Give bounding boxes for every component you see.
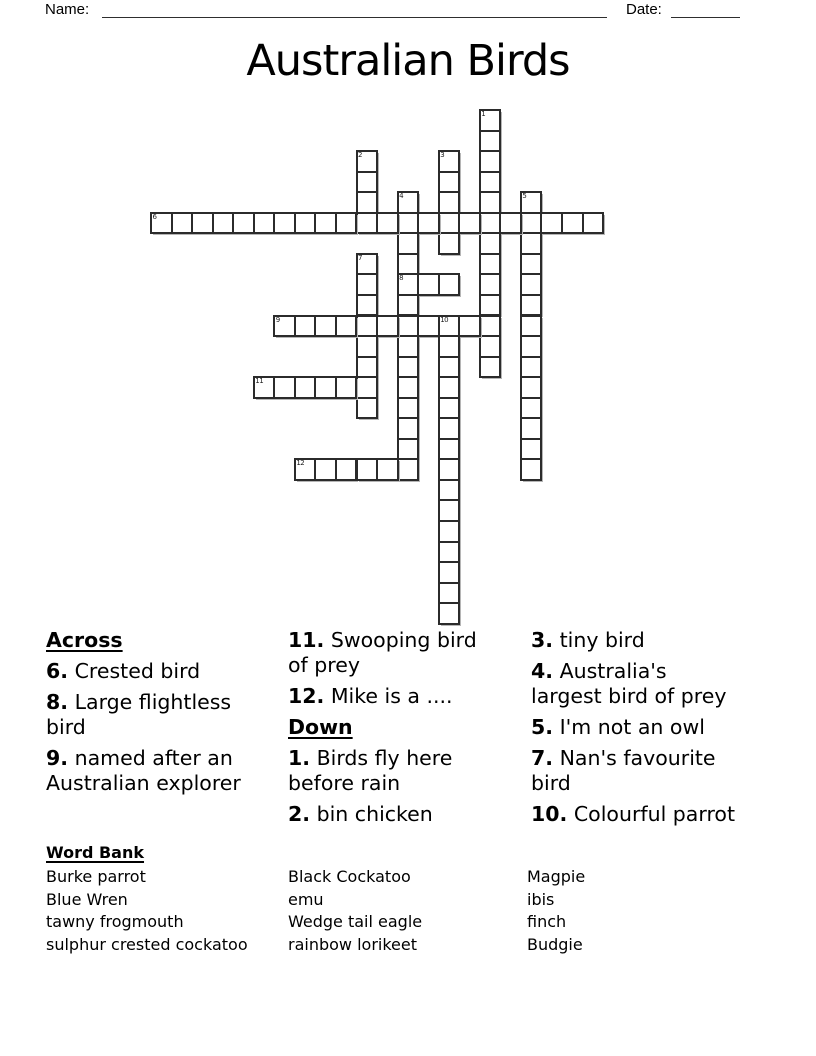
clue-item: 9. named after an Australian explorer — [46, 746, 241, 795]
clue-item: 6. Crested bird — [46, 659, 201, 683]
clue-item: 8. Large flightless bird — [46, 690, 232, 739]
word-bank-item: Black Cockatoo — [288, 867, 411, 886]
clue-column-middle — [288, 628, 526, 833]
grid-cell — [480, 233, 501, 254]
word-bank-item: emu — [288, 889, 324, 909]
grid-cell — [480, 295, 501, 316]
grid-cell — [439, 398, 460, 419]
clue-item: 5. I'm not an owl — [531, 715, 705, 739]
grid-cell — [439, 480, 460, 501]
word-bank-item: rainbow lorikeet — [288, 934, 417, 954]
word-bank-heading: Word Bank — [46, 843, 145, 862]
grid-cell — [357, 398, 378, 419]
grid-clue-number: 8 — [399, 274, 404, 283]
date-label: Date: — [626, 1, 662, 18]
clue-item: 7. Nan's favourite bird — [531, 746, 716, 795]
grid-clue-number: 4 — [399, 192, 404, 201]
grid-cell — [480, 213, 501, 234]
grid-cell — [357, 316, 378, 337]
clue-number-label: 6. — [46, 659, 69, 683]
grid-cell — [398, 336, 419, 357]
clue-item: 12. Mike is a .... — [288, 684, 453, 708]
grid-cell — [562, 213, 583, 234]
grid-cell — [357, 336, 378, 357]
clue-number-label: 4. — [531, 659, 554, 683]
grid-cell — [315, 377, 336, 398]
grid-cell — [480, 110, 501, 131]
clues-section-heading: Down — [288, 715, 353, 739]
word-bank-item: ibis — [527, 889, 555, 909]
grid-cell — [480, 336, 501, 357]
grid-cell — [398, 254, 419, 275]
clue-number-label: 11. — [288, 628, 325, 652]
grid-cell — [172, 213, 193, 234]
grid-cell — [521, 192, 542, 213]
clue-number-label: 3. — [531, 628, 554, 652]
word-bank-column — [288, 866, 422, 956]
grid-cell — [398, 439, 419, 460]
clue-item: 11. Swooping bird of prey — [288, 628, 477, 677]
grid-clue-number: 11 — [255, 377, 264, 386]
grid-cell — [521, 295, 542, 316]
name-label: Name: — [45, 1, 90, 18]
clue-number-label: 2. — [288, 802, 311, 826]
grid-cell — [377, 213, 398, 234]
grid-cell — [315, 213, 336, 234]
grid-cell — [439, 562, 460, 583]
grid-clue-number: 7 — [358, 253, 362, 262]
word-bank-item: Magpie — [527, 867, 586, 886]
grid-cell — [418, 213, 439, 234]
grid-cell — [439, 439, 460, 460]
grid-cell — [521, 459, 542, 480]
grid-cell — [439, 500, 460, 521]
grid-cell — [398, 213, 419, 234]
grid-cell — [439, 336, 460, 357]
word-bank-column — [527, 866, 585, 956]
grid-cell — [357, 213, 378, 234]
grid-cell — [480, 131, 501, 152]
grid-clue-number: 2 — [358, 151, 362, 160]
grid-cell — [521, 357, 542, 378]
grid-cell — [439, 213, 460, 234]
grid-cell — [480, 254, 501, 275]
grid-cell — [336, 316, 357, 337]
clue-item: 3. tiny bird — [531, 628, 645, 652]
grid-cell — [439, 172, 460, 193]
clue-number-label: 12. — [288, 684, 325, 708]
grid-cell — [398, 316, 419, 337]
grid-cell — [439, 316, 460, 337]
grid-cell — [521, 439, 542, 460]
clue-item: 10. Colourful parrot — [531, 802, 735, 826]
grid-cell — [480, 274, 501, 295]
grid-cell — [521, 316, 542, 337]
clue-number-label: 8. — [46, 690, 69, 714]
grid-cell — [521, 254, 542, 275]
grid-cell — [521, 233, 542, 254]
grid-cell — [357, 357, 378, 378]
grid-cell — [398, 377, 419, 398]
grid-cell — [439, 583, 460, 604]
grid-cell — [500, 213, 521, 234]
grid-clue-number: 9 — [275, 315, 280, 324]
grid-cell — [583, 213, 604, 234]
clue-column-down — [531, 628, 781, 833]
grid-cell — [439, 521, 460, 542]
grid-cell — [521, 336, 542, 357]
grid-cell — [357, 172, 378, 193]
grid-cell — [480, 316, 501, 337]
grid-cell — [357, 254, 378, 275]
grid-cell — [151, 213, 172, 234]
grid-clue-number: 5 — [522, 192, 527, 201]
clue-number-label: 10. — [531, 802, 568, 826]
grid-cell — [357, 295, 378, 316]
grid-cell — [439, 377, 460, 398]
grid-cell — [274, 316, 295, 337]
clue-number-label: 5. — [531, 715, 554, 739]
grid-cell — [521, 398, 542, 419]
grid-clue-number: 12 — [296, 459, 305, 468]
grid-clue-number: 3 — [440, 151, 445, 160]
grid-cell — [521, 418, 542, 439]
word-bank-item: finch — [527, 912, 567, 932]
grid-cell — [480, 172, 501, 193]
grid-cell — [398, 398, 419, 419]
grid-cell — [398, 233, 419, 254]
clue-item: 1. Birds fly here before rain — [288, 746, 453, 795]
grid-clue-number: 6 — [152, 212, 157, 221]
clue-item: 4. Australia's largest bird of prey — [531, 659, 727, 708]
grid-cell — [439, 233, 460, 254]
grid-cell — [295, 316, 316, 337]
grid-cell — [439, 603, 460, 624]
grid-cell — [398, 459, 419, 480]
grid-cell — [336, 377, 357, 398]
grid-cell — [398, 357, 419, 378]
grid-cell — [254, 213, 275, 234]
clue-item: 2. bin chicken — [288, 802, 433, 826]
grid-cell — [357, 192, 378, 213]
clue-number-label: 9. — [46, 746, 69, 770]
grid-cell — [233, 213, 254, 234]
grid-cell — [418, 316, 439, 337]
word-bank-item: Wedge tail eagle — [288, 912, 423, 932]
grid-cell — [459, 213, 480, 234]
puzzle-title: Australian Birds — [246, 36, 570, 86]
clue-column-across — [46, 628, 284, 802]
grid-cell — [377, 316, 398, 337]
grid-cell — [192, 213, 213, 234]
grid-cell — [480, 357, 501, 378]
grid-cell — [213, 213, 234, 234]
grid-cell — [315, 316, 336, 337]
grid-cell — [439, 274, 460, 295]
grid-cell — [295, 377, 316, 398]
grid-cell — [439, 542, 460, 563]
grid-cell — [254, 377, 275, 398]
grid-cell — [418, 274, 439, 295]
clue-number-label: 7. — [531, 746, 554, 770]
grid-cell — [336, 459, 357, 480]
grid-cell — [398, 418, 419, 439]
grid-cell — [398, 192, 419, 213]
word-bank-item: Burke parrot — [46, 867, 146, 886]
grid-cell — [315, 459, 336, 480]
grid-cell — [439, 192, 460, 213]
grid-cell — [521, 377, 542, 398]
grid-cell — [377, 459, 398, 480]
grid-cell — [274, 377, 295, 398]
clues-section-heading: Across — [46, 628, 123, 652]
grid-cell — [357, 274, 378, 295]
word-bank-item: Blue Wren — [46, 889, 128, 909]
word-bank-item: sulphur crested cockatoo — [46, 934, 248, 954]
grid-cell — [295, 459, 316, 480]
grid-cell — [439, 357, 460, 378]
grid-cell — [357, 377, 378, 398]
word-bank-column — [46, 866, 248, 956]
grid-cell — [274, 213, 295, 234]
grid-cell — [439, 418, 460, 439]
grid-cell — [480, 151, 501, 172]
grid-cell — [480, 192, 501, 213]
grid-cell — [459, 316, 480, 337]
grid-cell — [521, 213, 542, 234]
grid-cell — [439, 151, 460, 172]
word-bank-item: tawny frogmouth — [46, 912, 184, 932]
grid-cell — [295, 213, 316, 234]
grid-cell — [521, 274, 542, 295]
grid-cell — [398, 274, 419, 295]
grid-cell — [398, 295, 419, 316]
grid-clue-number: 10 — [440, 315, 449, 324]
word-bank-item: Budgie — [527, 934, 583, 954]
grid-cell — [357, 459, 378, 480]
grid-clue-number: 1 — [481, 110, 486, 118]
grid-cell — [541, 213, 562, 234]
grid-cell — [357, 151, 378, 172]
clue-number-label: 1. — [288, 746, 311, 770]
grid-cell — [336, 213, 357, 234]
grid-cell — [439, 459, 460, 480]
